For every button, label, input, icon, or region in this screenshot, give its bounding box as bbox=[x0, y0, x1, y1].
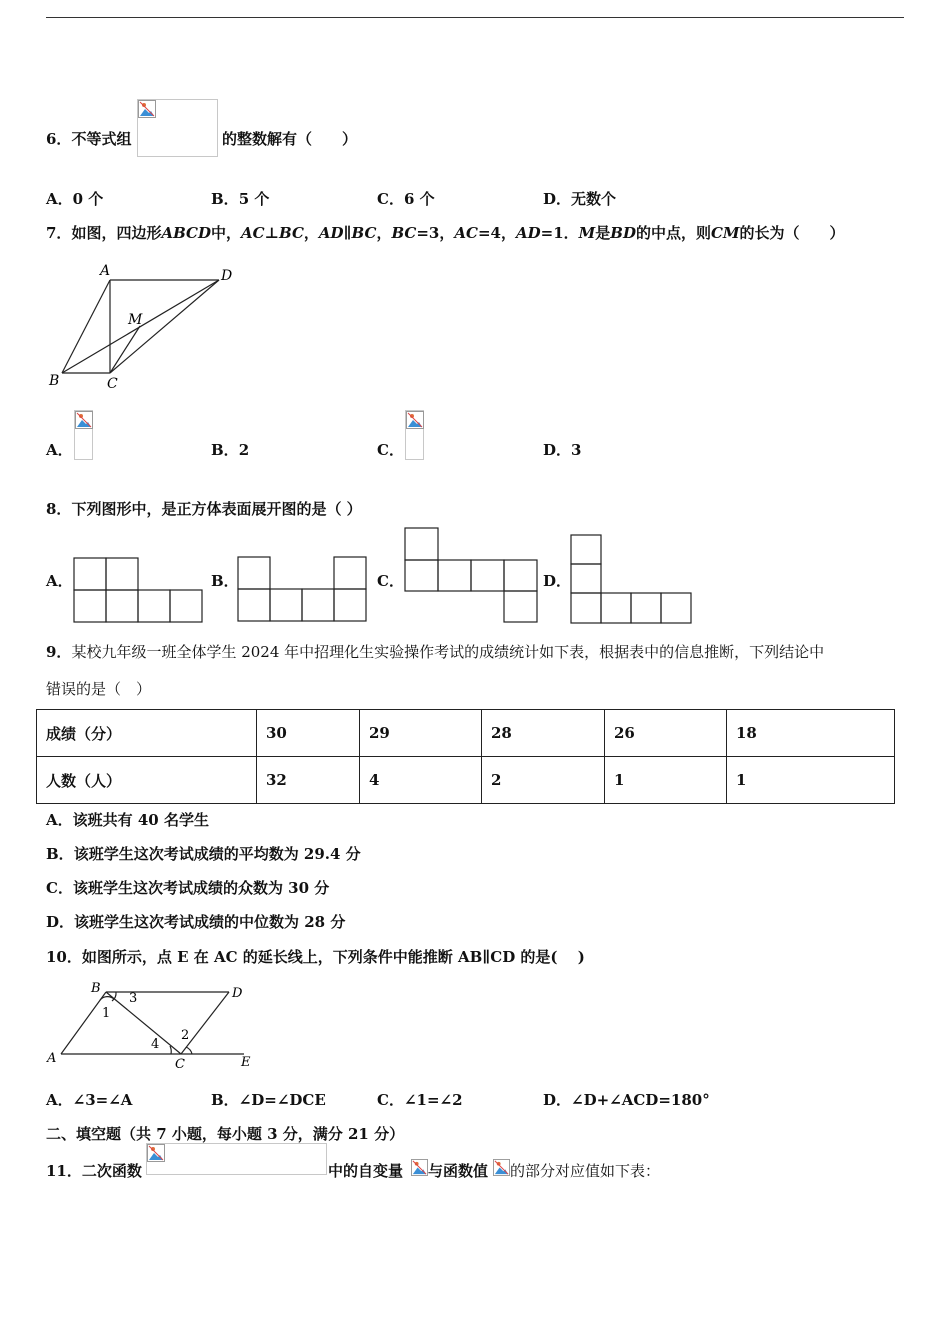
q7-option-a-image bbox=[74, 410, 93, 460]
header-rule bbox=[46, 17, 904, 18]
table-cell: 18 bbox=[727, 710, 895, 757]
q8-net-d bbox=[570, 534, 694, 626]
broken-image-icon bbox=[75, 411, 93, 429]
q11-function-image bbox=[146, 1143, 327, 1175]
broken-image-icon bbox=[493, 1159, 510, 1176]
q7-option-c: C． bbox=[377, 441, 404, 459]
q10-label-d: D bbox=[232, 986, 243, 1001]
q8-net-c bbox=[404, 527, 540, 625]
q7-option-a: A． bbox=[46, 441, 73, 459]
q9-option-d: D．该班学生这次考试成绩的中位数为 28 分 bbox=[46, 913, 346, 931]
table-cell: 32 bbox=[257, 757, 360, 804]
q8-option-a-label: A． bbox=[46, 572, 73, 590]
table-cell: 1 bbox=[605, 757, 727, 804]
q11-suffix: 的部分对应值如下表： bbox=[510, 1162, 661, 1180]
q9-option-a: A．该班共有 40 名学生 bbox=[46, 811, 209, 829]
q7-quadrilateral-figure bbox=[44, 260, 244, 395]
q10-angle-4: 4 bbox=[151, 1037, 160, 1052]
q11-mid2: 与函数值 bbox=[428, 1162, 489, 1180]
q8-option-b-label: B． bbox=[211, 572, 239, 590]
q7-label-m: M bbox=[128, 312, 143, 328]
q6-inequality-image bbox=[137, 99, 218, 157]
q6-option-c: C．6 个 bbox=[377, 190, 435, 208]
q8-option-d-label: D． bbox=[543, 572, 572, 590]
table-cell: 4 bbox=[360, 757, 482, 804]
broken-image-icon bbox=[147, 1144, 165, 1162]
table-cell: 28 bbox=[482, 710, 605, 757]
table-cell: 30 bbox=[257, 710, 360, 757]
q7-label-c: C bbox=[107, 376, 118, 392]
table-cell: 26 bbox=[605, 710, 727, 757]
q9-option-c: C．该班学生这次考试成绩的众数为 30 分 bbox=[46, 879, 330, 897]
q9-stem-line1: 9．某校九年级一班全体学生 2024 年中招理化生实验操作考试的成绩统计如下表，根据表中的信息推断，下列结论中 bbox=[46, 643, 825, 661]
q10-parallelogram-figure bbox=[44, 980, 264, 1072]
table-row bbox=[37, 710, 895, 757]
table-cell: 成绩（分） bbox=[37, 710, 257, 757]
q10-option-b: B．∠D=∠DCE bbox=[211, 1091, 326, 1109]
broken-image-icon bbox=[406, 411, 424, 429]
q7-label-a: A bbox=[100, 263, 111, 279]
q6-prefix: 不等式组 bbox=[71, 130, 132, 148]
q10-stem: 10．如图所示，点 E 在 AC 的延长线上，下列条件中能推断 AB∥CD 的是( ) bbox=[46, 948, 585, 966]
q10-angle-1: 1 bbox=[102, 1006, 111, 1021]
q10-angle-3: 3 bbox=[129, 991, 138, 1006]
q7-stem: 7．如图，四边形ABCD中，AC⊥BC，AD∥BC，BC=3，AC=4，AD=1．M是BD的中点，则CM的长为（ ） bbox=[46, 224, 845, 242]
table-cell: 1 bbox=[727, 757, 895, 804]
table-cell: 29 bbox=[360, 710, 482, 757]
q7-option-c-image bbox=[405, 410, 424, 460]
q6-number: 6． bbox=[46, 130, 72, 148]
table-cell: 2 bbox=[482, 757, 605, 804]
q6-suffix: 的整数解有（ ） bbox=[222, 130, 358, 148]
q11-mid1: 中的自变量 bbox=[328, 1162, 404, 1180]
q10-label-a: A bbox=[47, 1051, 57, 1066]
q8-option-c-label: C． bbox=[377, 572, 404, 590]
q11-prefix: 11．二次函数 bbox=[46, 1162, 142, 1180]
broken-image-icon bbox=[138, 100, 156, 118]
q8-net-a bbox=[73, 557, 205, 625]
q10-label-c: C bbox=[175, 1057, 185, 1072]
q10-label-b: B bbox=[91, 981, 101, 996]
q6-option-a: A．0 个 bbox=[46, 190, 104, 208]
q8-net-b bbox=[237, 556, 369, 624]
q10-angle-2: 2 bbox=[181, 1028, 190, 1043]
q7-label-d: D bbox=[221, 268, 233, 284]
table-cell: 人数（人） bbox=[37, 757, 257, 804]
q6-stem bbox=[46, 128, 131, 149]
q6-option-b: B．5 个 bbox=[211, 190, 270, 208]
q6-option-d: D．无数个 bbox=[543, 190, 617, 208]
broken-image-icon bbox=[411, 1159, 428, 1176]
q10-label-e: E bbox=[241, 1055, 251, 1070]
q7-option-d: D．3 bbox=[543, 441, 582, 459]
q9-option-b: B．该班学生这次考试成绩的平均数为 29.4 分 bbox=[46, 845, 361, 863]
q10-option-d: D．∠D+∠ACD=180° bbox=[543, 1091, 710, 1109]
q9-stem-line2: 错误的是（ ） bbox=[46, 680, 152, 698]
section-2-title: 二、填空题（共 7 小题，每小题 3 分，满分 21 分） bbox=[46, 1125, 405, 1143]
q9-score-table bbox=[36, 709, 895, 804]
q10-option-c: C．∠1=∠2 bbox=[377, 1091, 463, 1109]
q10-option-a: A．∠3=∠A bbox=[46, 1091, 133, 1109]
table-row bbox=[37, 757, 895, 804]
q8-stem: 8．下列图形中，是正方体表面展开图的是（ ） bbox=[46, 500, 362, 518]
q7-label-b: B bbox=[49, 373, 60, 389]
q7-option-b: B．2 bbox=[211, 441, 250, 459]
